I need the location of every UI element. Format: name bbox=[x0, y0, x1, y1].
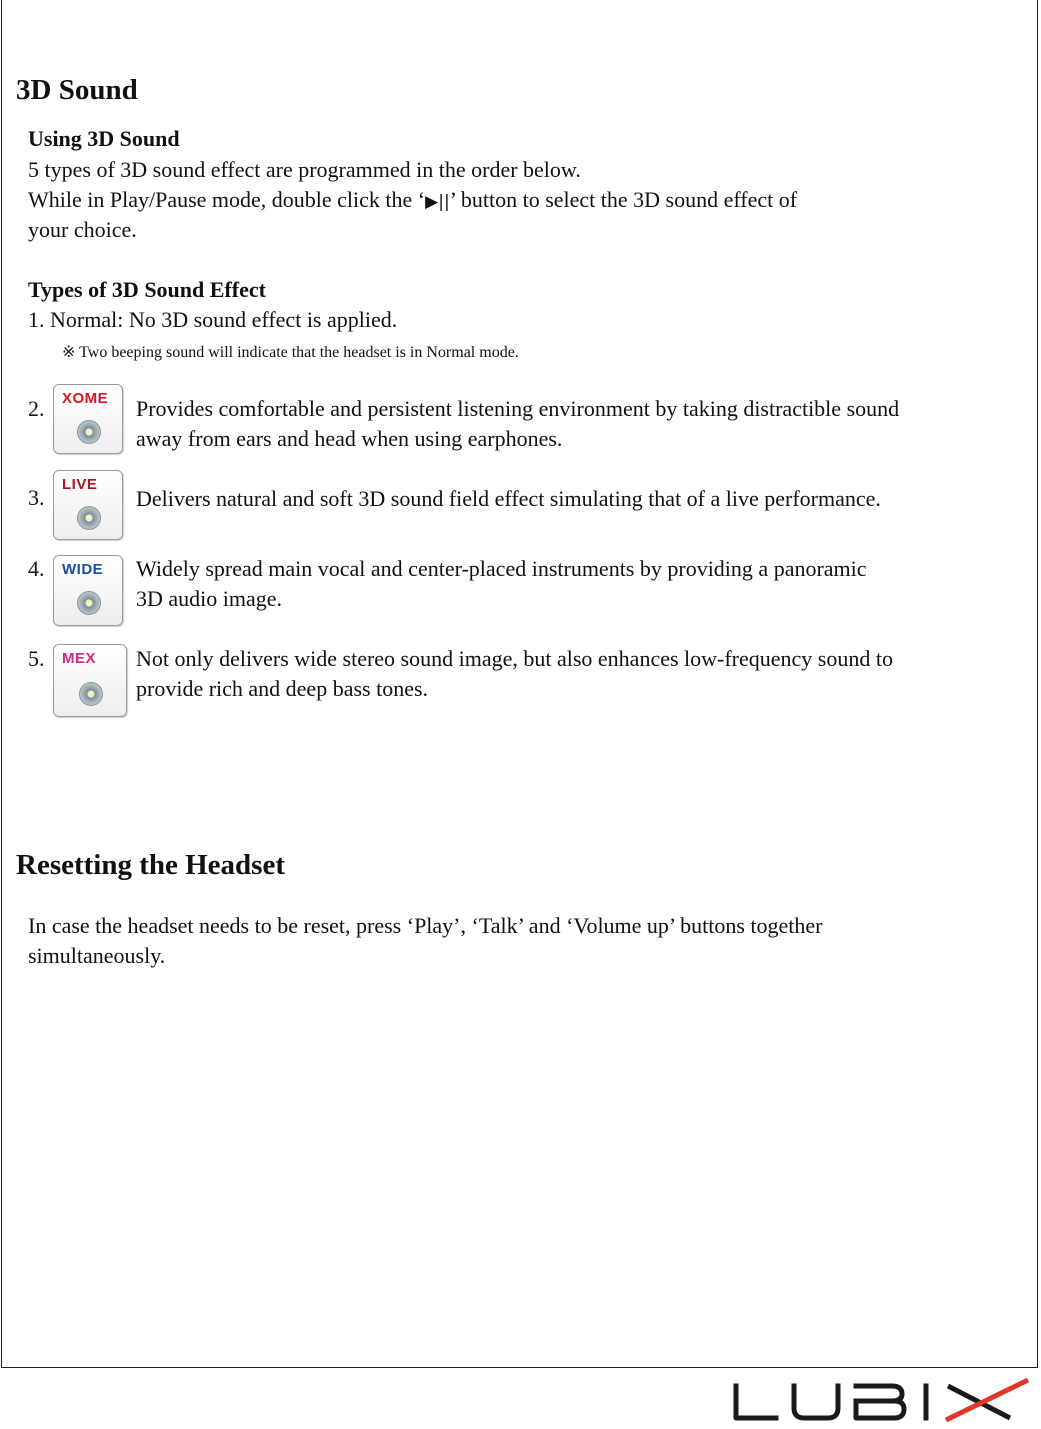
live-mode-icon bbox=[53, 470, 123, 540]
using-line-2: While in Play/Pause mode, double click the ‘▶||’ button to select the 3D sound effect of bbox=[28, 187, 798, 212]
type-item-desc-line1: Widely spread main vocal and center-placed instruments by providing a panoramic bbox=[136, 556, 867, 581]
type-item-desc-line1: Delivers natural and soft 3D sound field effect simulating that of a live performance. bbox=[136, 486, 881, 511]
section-title-resetting: Resetting the Headset bbox=[16, 849, 286, 881]
xome-mode-icon bbox=[53, 384, 123, 454]
control-button-icon bbox=[79, 682, 103, 706]
type-item-desc-line2: provide rich and deep bass tones. bbox=[136, 676, 429, 701]
using-line-3: your choice. bbox=[28, 217, 137, 242]
mex-logo-text: MEX bbox=[62, 650, 97, 667]
mex-mode-icon bbox=[53, 644, 127, 717]
type-item-number: 3. bbox=[28, 485, 45, 510]
type-item-number: 2. bbox=[28, 396, 45, 421]
live-logo-text: LIVE bbox=[62, 476, 98, 493]
using-3d-sound-heading: Using 3D Sound bbox=[28, 126, 180, 151]
lubix-logo bbox=[732, 1378, 1032, 1429]
control-button-icon bbox=[77, 591, 101, 615]
wide-mode-icon bbox=[53, 555, 123, 626]
wide-logo-text: WIDE bbox=[62, 561, 104, 578]
reset-line-1: In case the headset needs to be reset, press ‘Play’, ‘Talk’ and ‘Volume up’ buttons together bbox=[28, 913, 823, 938]
reset-line-2: simultaneously. bbox=[28, 943, 166, 968]
xome-logo-text: XOME bbox=[62, 390, 109, 407]
control-button-icon bbox=[77, 506, 101, 530]
type-item-desc-line1: Provides comfortable and persistent listening environment by taking distractible sound bbox=[136, 396, 900, 421]
type-item-desc-line1: Not only delivers wide stereo sound image, but also enhances low-frequency sound to bbox=[136, 646, 893, 671]
section-title-3d-sound: 3D Sound bbox=[16, 74, 138, 106]
play-pause-symbol: ▶|| bbox=[425, 192, 450, 212]
normal-mode-note: ※ Two beeping sound will indicate that the headset is in Normal mode. bbox=[62, 344, 519, 361]
control-button-icon bbox=[77, 420, 101, 444]
type-item-normal: 1. Normal: No 3D sound effect is applied. bbox=[28, 307, 398, 332]
types-heading: Types of 3D Sound Effect bbox=[28, 277, 266, 302]
using-line-1: 5 types of 3D sound effect are programmed in the order below. bbox=[28, 157, 581, 182]
type-item-number: 4. bbox=[28, 556, 45, 581]
type-item-number: 5. bbox=[28, 646, 45, 671]
type-item-desc-line2: away from ears and head when using earphones. bbox=[136, 426, 563, 451]
type-item-desc-line2: 3D audio image. bbox=[136, 586, 283, 611]
